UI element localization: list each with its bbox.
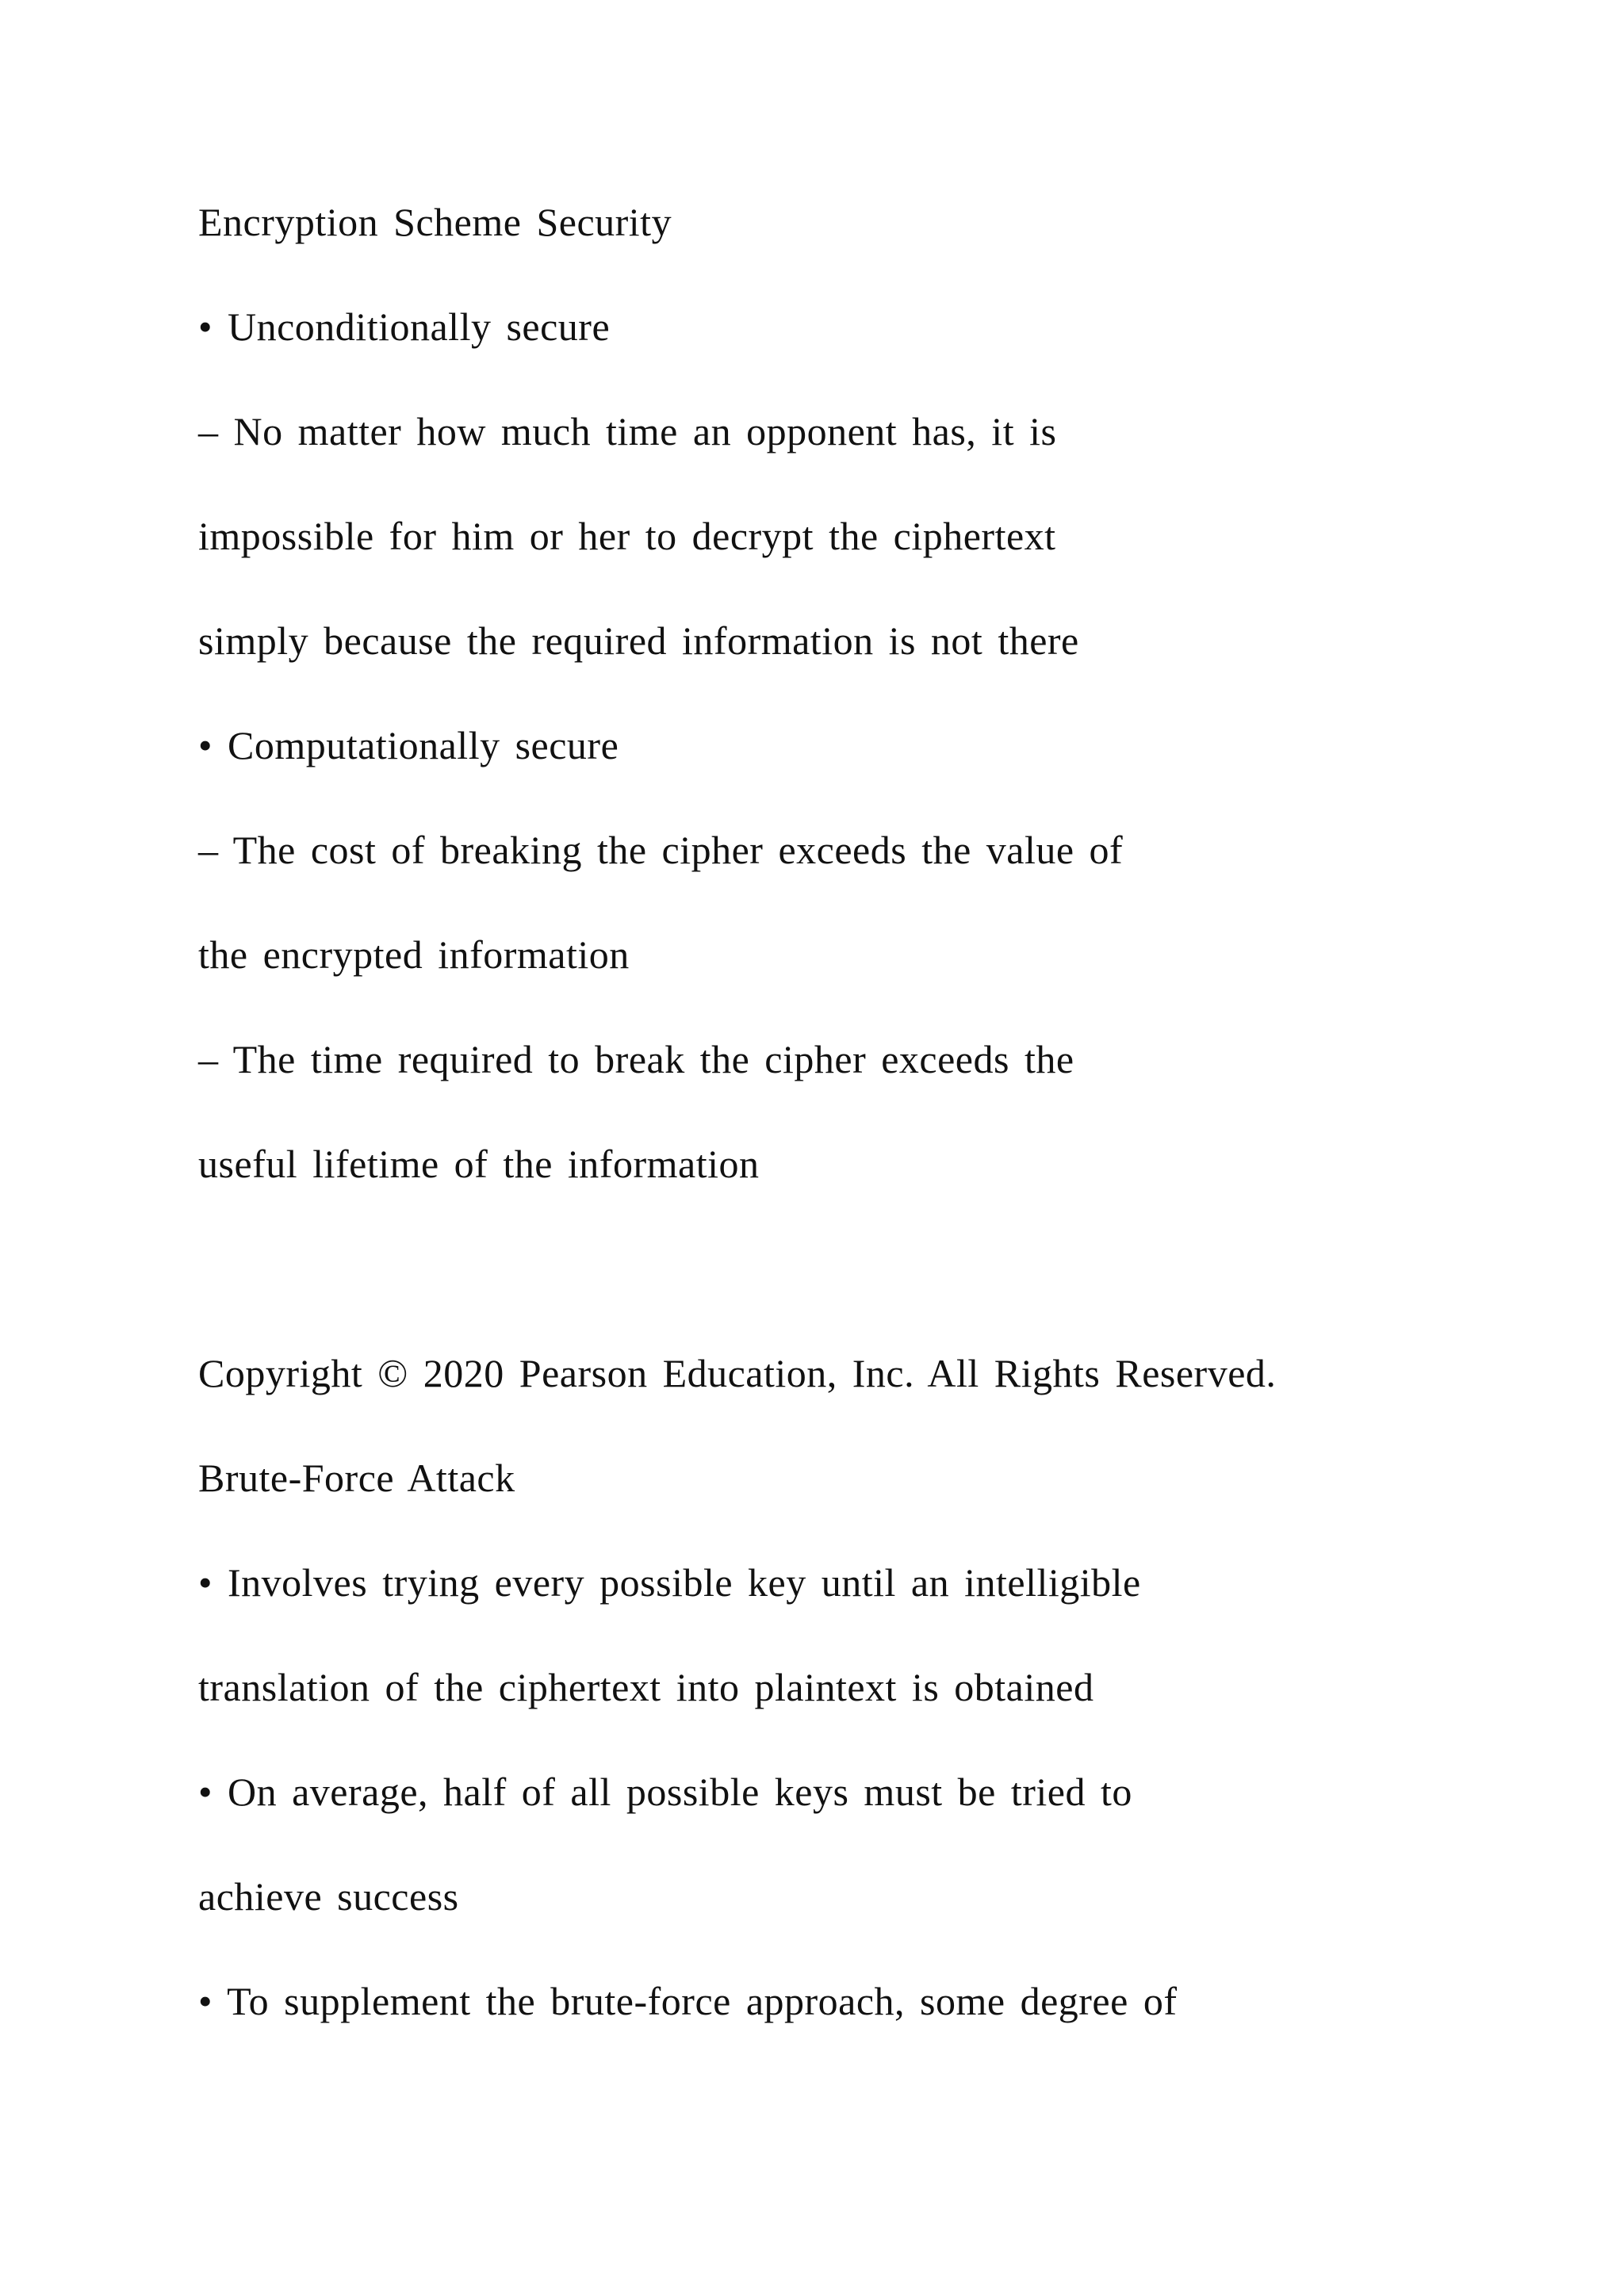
text-line: the encrypted information xyxy=(198,932,630,977)
sub-bullet-line: – The time required to break the cipher exceeds the xyxy=(198,1037,1074,1081)
bullet-unconditionally-secure: • Unconditionally secure xyxy=(198,304,611,349)
text-line: useful lifetime of the information xyxy=(198,1142,760,1186)
sub-bullet-line: – No matter how much time an opponent has, it is xyxy=(198,409,1057,453)
bullet-computationally-secure: • Computationally secure xyxy=(198,723,619,767)
text-line: achieve success xyxy=(198,1874,459,1919)
bullet-line: • Involves trying every possible key until an intelligible xyxy=(198,1560,1141,1605)
section-title-brute-force: Brute-Force Attack xyxy=(198,1456,515,1500)
sub-bullet-line: – The cost of breaking the cipher exceeds the value of xyxy=(198,828,1124,872)
text-line: simply because the required information is not there xyxy=(198,618,1079,663)
copyright-notice: Copyright © 2020 Pearson Education, Inc. All Rights Reserved. xyxy=(198,1351,1277,1395)
section-title-encryption-security: Encryption Scheme Security xyxy=(198,200,672,244)
bullet-line: • To supplement the brute-force approach, some degree of xyxy=(198,1979,1178,2023)
text-line: impossible for him or her to decrypt the ciphertext xyxy=(198,514,1056,558)
bullet-line: • On average, half of all possible keys must be tried to xyxy=(198,1770,1132,1814)
text-line: translation of the ciphertext into plaintext is obtained xyxy=(198,1665,1094,1709)
